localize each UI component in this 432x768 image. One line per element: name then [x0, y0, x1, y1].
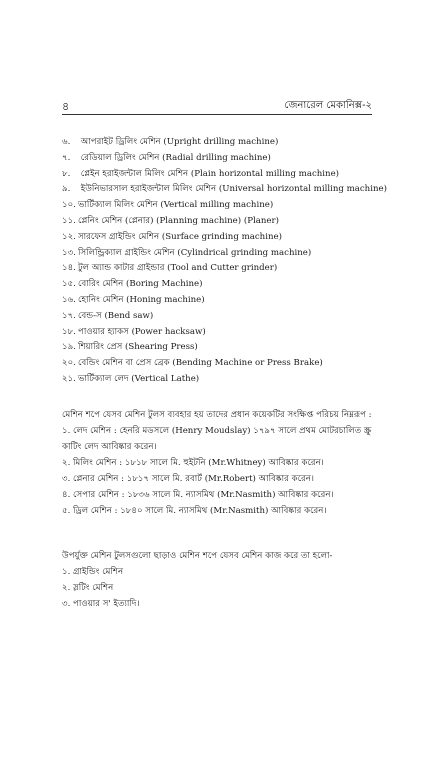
item-number: ২০.	[62, 358, 76, 369]
item-text: সিলিন্ড্রিক্যাল গ্রাইন্ডিং মেশিন (Cylindrical grinding machine)	[78, 247, 312, 258]
list-item	[62, 309, 392, 325]
item-number: ১০.	[62, 200, 76, 211]
page-number: ৪	[62, 100, 70, 113]
list-item	[62, 214, 392, 230]
other-machines-intro: উপর্যুক্ত মেশিন টুলসগুলো ছাড়াও মেশিন শপে যেসব মেশিন কাজ করে তা হলো-	[62, 551, 333, 561]
history-item: ৫. ড্রিল মেশিন : ১৮৪০ সালে মি. ন্যাসমিথ (Mr.Nasmith) আবিষ্কার করেন।	[62, 506, 327, 516]
item-text: হোনিং মেশিন (Honing machine)	[78, 294, 205, 305]
list-item	[62, 198, 392, 214]
list-item: ২. স্লটিং মেশিন	[62, 583, 114, 593]
invention-history-list	[62, 423, 374, 519]
item-text: বেন্ডিং মেশিন বা প্রেস ব্রেক (Bending Machine or Press Brake)	[78, 358, 323, 369]
list-item	[62, 151, 392, 167]
list-item	[62, 135, 392, 151]
list-item	[62, 340, 392, 356]
list-item	[62, 356, 392, 372]
item-number: ৬.	[62, 137, 71, 147]
item-number: ২১.	[62, 373, 76, 384]
list-item	[62, 372, 392, 388]
item-text: শিয়ারিং প্রেস (Shearing Press)	[78, 342, 198, 353]
item-number: ১২.	[62, 231, 76, 242]
history-item: ৪. সেপার মেশিন : ১৮৩৬ সালে মি. ন্যাসমিথ (Mr.Nasmith) আবিষ্কার করেন।	[62, 490, 334, 500]
item-text: প্লেনিং মেশিন (প্লেনার) (Planning machine) (Planer)	[78, 215, 279, 226]
page-header	[62, 98, 372, 114]
running-title: জেনারেল মেকানিক্স-২	[284, 100, 372, 111]
item-text: বেন্ড-স (Bend saw)	[78, 310, 154, 321]
item-number: ১৩.	[62, 247, 76, 258]
item-text: বোরিং মেশিন (Boring Machine)	[78, 279, 203, 290]
item-number: ১৬.	[62, 294, 76, 305]
history-intro: মেশিন শপে যেসব মেশিন টুলস ব্যবহার হয় তাদের প্রধান কয়েকটির সংক্ষিপ্ত পরিচয় নিম্নরূপ :	[62, 410, 372, 420]
item-number: ১৫.	[62, 279, 76, 290]
item-text: রেডিয়াল ড্রিলিং মেশিন (Radial drilling machine)	[80, 152, 271, 163]
history-item: ২. মিলিং মেশিন : ১৮১৮ সালে মি. হুইটনি (Mr.Whitney) আবিষ্কার করেন।	[62, 458, 324, 468]
list-item	[62, 277, 392, 293]
item-text: ভার্টিক্যাল মিলিং মেশিন (Vertical milling machine)	[78, 200, 274, 211]
history-item: ৩. প্লেনার মেশিন : ১৮১৭ সালে মি. রবার্ট (Mr.Robert) আবিষ্কার করেন।	[62, 474, 314, 484]
list-item	[62, 261, 392, 277]
list-item	[62, 325, 392, 341]
header-rule	[62, 114, 372, 115]
history-item: ১. লেদ মেশিন : হেনরি মডসলে (Henry Moudslay) ১৭৯৭ সালে প্রথম মোটরচালিত স্ক্রু কাটিং লেদ আবিষ্কার করেন।	[62, 426, 372, 452]
item-text: প্লেইন হরাইজন্টাল মিলিং মেশিন (Plain horizontal milling machine)	[80, 168, 340, 179]
list-item	[62, 167, 392, 183]
item-text: ইউনিভারসাল হরাইজন্টাল মিলিং মেশিন (Universal horizontal milling machine)	[80, 184, 387, 195]
item-text: আপরাইট ড্রিলিং মেশিন (Upright drilling machine)	[80, 137, 279, 147]
item-number: ১৪.	[62, 263, 76, 274]
list-item: ১. গ্রাইন্ডিং মেশিন	[62, 567, 124, 577]
item-number: ১১.	[62, 215, 76, 226]
list-item	[62, 246, 392, 262]
list-item	[62, 230, 392, 246]
item-number: ৯.	[62, 184, 71, 195]
item-number: ১৮.	[62, 326, 76, 337]
item-text: সারফেস গ্রাইন্ডিং মেশিন (Surface grinding machine)	[78, 231, 282, 242]
machine-tools-list	[62, 135, 392, 388]
item-number: ৭.	[62, 152, 71, 163]
item-number: ৮.	[62, 168, 71, 179]
item-text: টুল অ্যান্ড কাটার গ্রাইন্ডার (Tool and Cutter grinder)	[78, 263, 278, 274]
item-number: ১৯.	[62, 342, 76, 353]
list-item	[62, 182, 392, 198]
item-text: পাওয়ার হ্যাকস (Power hacksaw)	[78, 326, 206, 337]
list-item	[62, 293, 392, 309]
other-machines-list	[62, 564, 392, 612]
list-item: ৩. পাওয়ার স' ইত্যাদি।	[62, 599, 140, 609]
item-text: ভার্টিক্যাল লেদ (Vertical Lathe)	[78, 373, 200, 384]
item-number: ১৭.	[62, 310, 76, 321]
